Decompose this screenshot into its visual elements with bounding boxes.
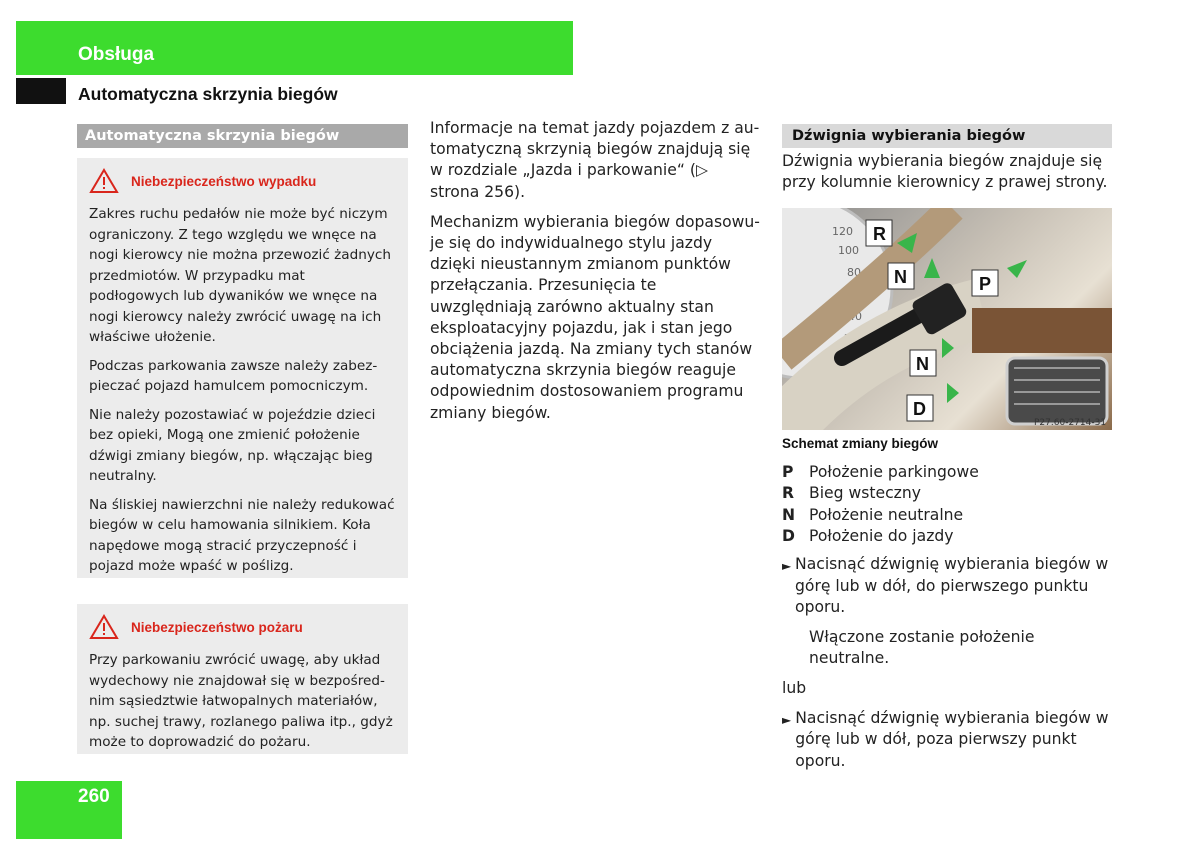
middle-column-text: [430, 118, 762, 433]
step-text: Nacisnąć dźwignię wybierania biegów w górę lub w dół, do pierwszego punktu oporu.: [795, 555, 1109, 617]
gear-label-r: R: [873, 224, 886, 244]
legend-text: Położenie do jazdy: [809, 527, 954, 546]
warning-accident-box: [77, 158, 408, 578]
step-result: Włączone zostanie położenie neutralne.: [809, 627, 1035, 668]
legend-key: N: [782, 505, 796, 524]
gear-label-n-upper: N: [894, 267, 907, 287]
warning-triangle-icon: [89, 614, 119, 640]
warning-fire-box: [77, 604, 408, 754]
gauge-number: 20: [844, 332, 858, 345]
instruction-step: [782, 554, 1117, 619]
instruction-steps: [782, 554, 1117, 780]
gear-legend: [782, 462, 979, 548]
warning-accident-title: [89, 168, 396, 194]
warning-paragraph: Zakres ruchu pedałów nie może być niczym ograniczony. Z tego względu we wnęce na nogi kierowcy nie można przewozić żadnych przedmiotów. W przypadku mat podłogowych lub dywaników we wnęce na nogi kierowcy należy zwrócić uwagę na ich właściwe ułożenie.: [89, 206, 391, 345]
or-text: lub: [782, 678, 807, 697]
warning-paragraph: Na śliskiej nawierzchni nie należy redukować biegów w celu hamowania silnikiem. Koła napędowe mogą stracić przyczepność i pojazd może wpaść w poślizg.: [89, 496, 395, 574]
warning-paragraph: Podczas parkowania zawsze należy zabezpieczać pojazd hamulcem pomocniczym.: [89, 357, 378, 394]
body-paragraph: Informacje na temat jazdy pojazdem z automatyczną skrzynią biegów znajdują się w rozdziale „Jazda i parkowanie“ (▷ strona 256).: [430, 119, 760, 201]
step-text: Nacisnąć dźwignię wybierania biegów w górę lub w dół, poza pierwszy punkt oporu.: [795, 708, 1109, 770]
gauge-number: 40: [848, 310, 862, 323]
right-column-heading: Dźwignia wybierania biegów: [782, 124, 1112, 148]
gauge-number: 80: [847, 266, 861, 279]
bullet-triangle-icon: ►: [782, 712, 792, 727]
right-intro: Dźwignia wybierania biegów znajduje się przy kolumnie kierownicy z prawej strony.: [782, 152, 1108, 192]
gear-selector-illustration: [782, 208, 1112, 430]
legend-text: Położenie neutralne: [809, 505, 964, 524]
left-column-heading: Automatyczna skrzynia biegów: [77, 124, 408, 148]
warning-accident-title-text: Niebezpieczeństwo wypadku: [131, 173, 317, 189]
subsection-title: Automatyczna skrzynia biegów: [78, 84, 338, 104]
gear-label-p: P: [979, 274, 992, 294]
legend-text: Bieg wsteczny: [809, 484, 921, 503]
legend-row: [782, 483, 979, 504]
legend-text: Położenie parkingowe: [809, 463, 979, 481]
bullet-triangle-icon: ►: [782, 559, 792, 573]
gauge-number: 100: [838, 244, 859, 257]
legend-key: P: [782, 463, 794, 481]
legend-row: [782, 462, 979, 483]
gauge-number: 120: [832, 225, 853, 238]
gauge-number: 60: [848, 288, 862, 301]
subsection-marker: [16, 78, 66, 104]
body-paragraph: Mechanizm wybierania biegów dopasowuje się do indywidualnego stylu jazdy dzięki nieustannym zmianom punktów przełączania. Przesunięcia te uwzględniają zarówno aktualny stan eksploatacyjny pojazdu, jak i stan jego obciążenia jazdą. Na zmiany tych stanów automatyczna skrzynia biegów reaguje odpowiednim dostosowaniem programu zmiany biegów.: [430, 212, 760, 422]
instruction-step: [782, 708, 1117, 773]
warning-paragraph: Nie należy pozostawiać w pojeździe dzieci bez opieki, Mogą one zmienić położenie dźwigi zmiany biegów, np. włączając bieg neutralny.: [89, 406, 376, 484]
gear-selector-diagram: [782, 208, 1112, 430]
gear-label-n-lower: N: [916, 354, 929, 374]
section-title: Obsługa: [78, 44, 155, 65]
gear-label-d: D: [913, 399, 926, 419]
warning-paragraph: Przy parkowaniu zwrócić uwagę, aby układ wydechowy nie znajdował się w bezpośrednim sąsiedztwie łatwopalnych materiałów, np. suchej trawy, rozlanego paliwa itp., gdyż może to doprowadzić do pożaru.: [89, 652, 393, 750]
legend-key: D: [782, 527, 795, 546]
legend-key: R: [782, 484, 795, 503]
page-number: 260: [78, 786, 110, 807]
warning-fire-title: [89, 614, 396, 640]
warning-triangle-icon: [89, 168, 119, 194]
figure-caption: Schemat zmiany biegów: [782, 436, 939, 451]
warning-fire-title-text: Niebezpieczeństwo pożaru: [131, 619, 303, 635]
legend-row: [782, 505, 979, 526]
legend-row: [782, 526, 979, 547]
figure-code: P27.60-2714-31: [1034, 418, 1107, 428]
